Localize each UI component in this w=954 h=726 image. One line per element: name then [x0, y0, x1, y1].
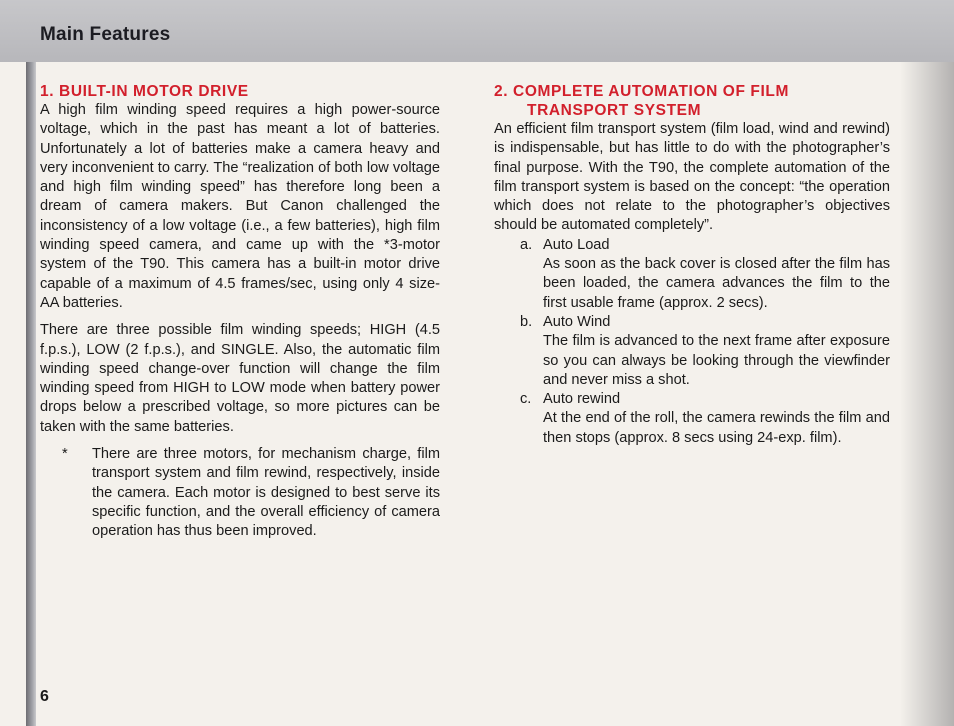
right-column — [494, 82, 890, 448]
list-item-marker: c. — [520, 391, 532, 408]
section-heading-film-transport — [494, 82, 890, 120]
footnote — [40, 445, 440, 541]
list-item-title: Auto Load — [543, 236, 610, 253]
list-item-auto-load — [494, 236, 890, 313]
section-heading-motor-drive: 1. BUILT-IN MOTOR DRIVE — [40, 83, 249, 100]
page-title: Main Features — [40, 24, 171, 45]
list-item-auto-wind — [494, 313, 890, 390]
left-column — [40, 82, 440, 542]
paragraph-motor-drive-intro: A high film winding speed requires a high power-source voltage, which in the past has meant a lot of batteries. Unfortunately a lot of batteries make a camera heavy and very inconvenient to carry. The “realization of both low voltage and high film winding speed” has therefore long been a dream of camera makers. But Canon challenged the inconsistency of a low voltage (i.e., a few batteries), high film winding speed camera, and came up with the *3-motor system of the T90. This camera has a built-in motor drive capable of a maximum of 4.5 frames/sec, using only 4 size-AA batteries. — [40, 102, 440, 311]
list-item-text: At the end of the roll, the camera rewinds the film and then stops (approx. 8 secs using 24-exp. film). — [543, 410, 890, 446]
section-heading-line-2: TRANSPORT SYSTEM — [527, 102, 702, 119]
footnote-marker: * — [62, 446, 68, 463]
page-edge-shadow — [900, 62, 954, 726]
paragraph-winding-speeds: There are three possible film winding speeds; HIGH (4.5 f.p.s.), LOW (2 f.p.s.), and SINGLE. Also, the automatic film winding speed change-over function will change the film winding speed from HIGH to LOW mode when battery power drops below a prescribed voltage, so more pictures can be taken with the same batteries. — [40, 322, 440, 435]
list-item-auto-rewind — [494, 390, 890, 448]
page-number: 6 — [40, 688, 49, 705]
footnote-text: There are three motors, for mechanism charge, film transport system and film rewind, respectively, inside the camera. Each motor is designed to best serve its specific function, and the overall efficiency of camera operation has thus been improved. — [92, 446, 440, 540]
list-item-marker: b. — [520, 313, 533, 330]
list-item-text: The film is advanced to the next frame after exposure so you can always be looking through the viewfinder and never miss a shot. — [543, 333, 890, 388]
list-item-marker: a. — [520, 236, 533, 253]
list-item-title: Auto Wind — [543, 313, 611, 330]
list-item-title: Auto rewind — [543, 391, 621, 408]
list-item-text: As soon as the back cover is closed after the film has been loaded, the camera advances the film to the first usable frame (approx. 2 secs). — [543, 256, 890, 311]
binding-edge — [26, 62, 36, 726]
paragraph-film-transport-intro: An efficient film transport system (film load, wind and rewind) is indispensable, but has little to do with the photographer’s final purpose. With the T90, the complete automation of the film transport system is based on the concept: “the operation which does not relate to the photographer’s objectives should be automated completely”. — [494, 121, 890, 234]
section-heading-line-1: 2. COMPLETE AUTOMATION OF FILM — [494, 83, 789, 100]
